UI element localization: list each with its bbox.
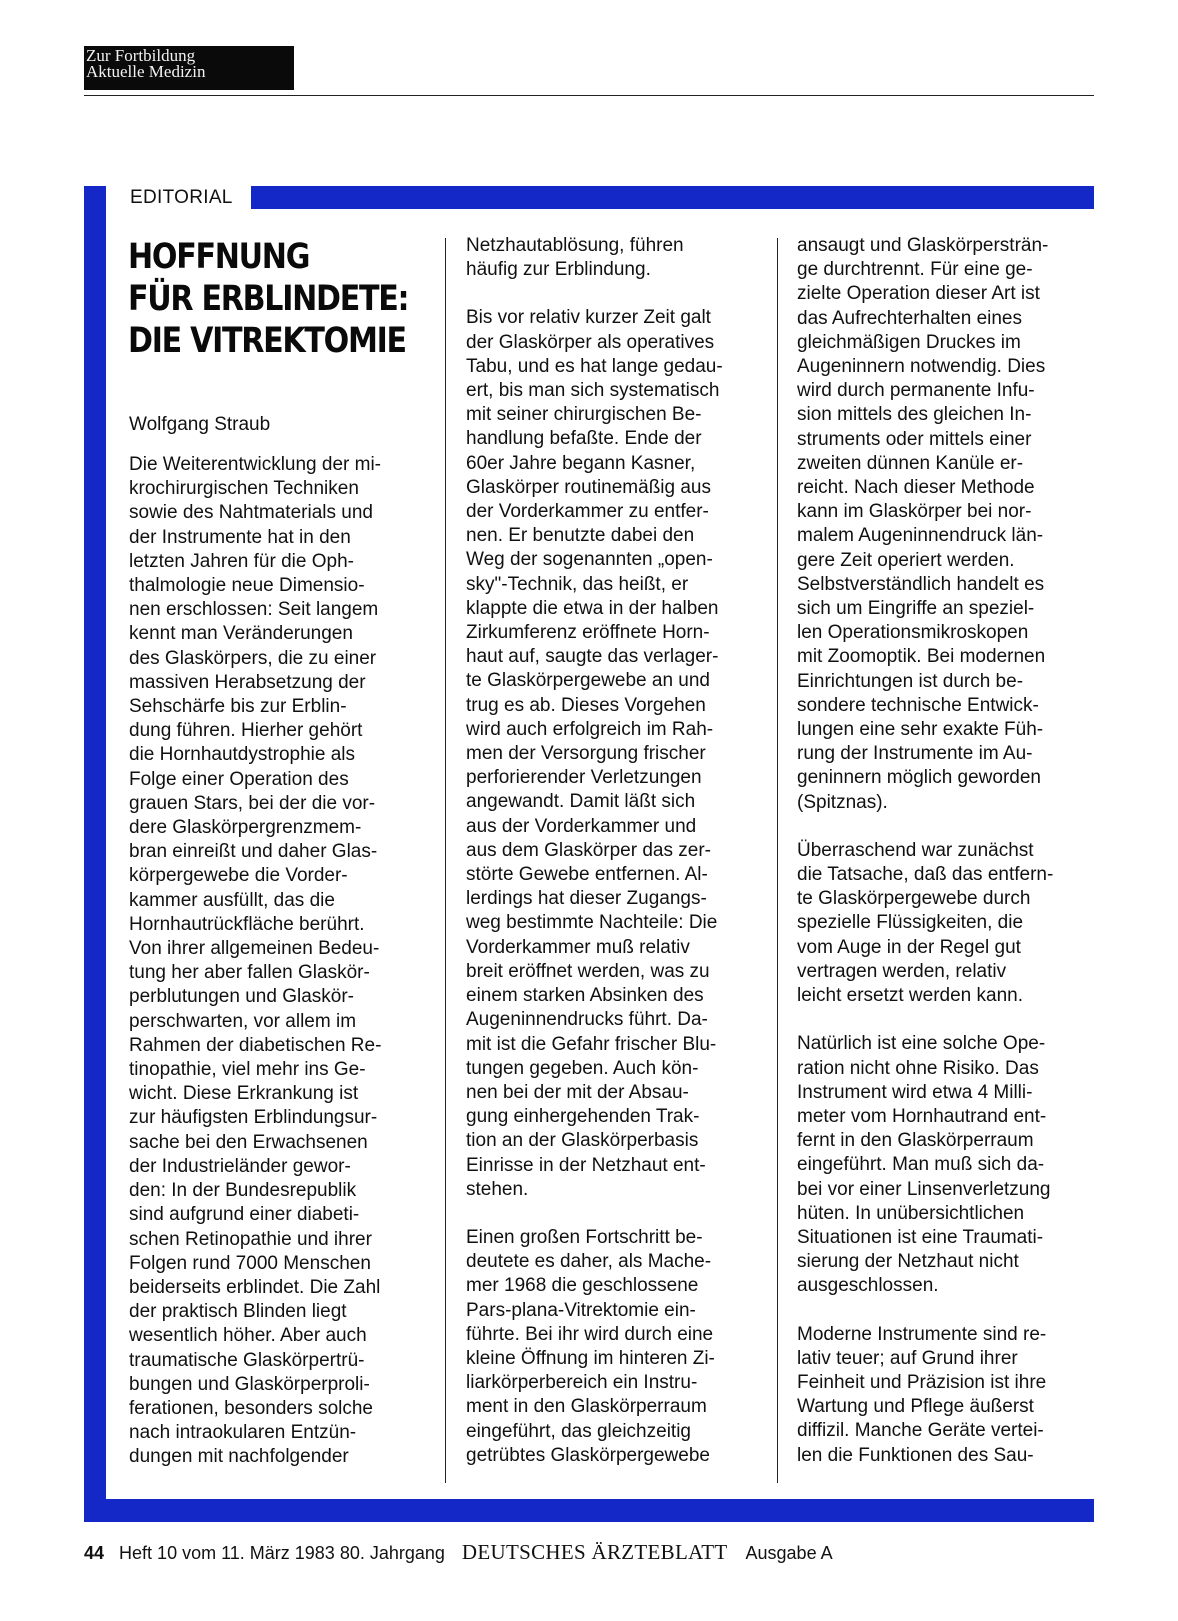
text-line: Von ihrer allgemeinen Bedeu-: [129, 938, 380, 960]
text-line: gleichmäßigen Druckes im: [797, 331, 1021, 353]
text-line: das Aufrechterhalten eines: [797, 307, 1022, 329]
text-line: schen Retinopathie und ihrer: [129, 1228, 372, 1250]
text-line: Augeninnendrucks führt. Da-: [466, 1009, 708, 1031]
text-column-2: [466, 234, 766, 1468]
text-line: Hornhautrückfläche berührt.: [129, 913, 365, 935]
text-line: klappte die etwa in der halben: [466, 597, 719, 619]
text-line: sierung der Netzhaut nicht: [797, 1251, 1019, 1273]
text-line: hüten. In unübersichtlichen: [797, 1202, 1025, 1224]
text-line: die Hornhautdystrophie als: [129, 744, 356, 766]
section-header-label: [84, 46, 294, 90]
text-line: wicht. Diese Erkrankung ist: [129, 1083, 359, 1105]
text-line: getrübtes Glaskörpergewebe: [466, 1444, 710, 1466]
text-line: der praktisch Blinden liegt: [129, 1301, 347, 1323]
blue-frame-top: [251, 186, 1094, 209]
text-line: ansaugt und Glaskörpersträn-: [797, 235, 1049, 256]
text-line: nen. Er benutzte dabei den: [466, 525, 695, 547]
text-line: Die Weiterentwicklung der mi-: [129, 454, 382, 475]
text-line: Moderne Instrumente sind re-: [797, 1323, 1047, 1345]
text-line: störte Gewebe entfernen. Al-: [466, 864, 708, 886]
text-line: Tabu, und es hat lange gedau-: [466, 355, 723, 377]
text-line: tungen gegeben. Auch kön-: [466, 1057, 699, 1079]
text-line: massiven Herabsetzung der: [129, 671, 366, 693]
title-line-1: HOFFNUNG: [128, 237, 310, 277]
article-author: Wolfgang Straub: [129, 414, 271, 435]
text-line: Feinheit und Präzision ist ihre: [797, 1371, 1047, 1393]
text-line: haut auf, saugte das verlager-: [466, 646, 719, 668]
paragraph-gap: [466, 1202, 766, 1226]
header-line-fortbildung: Zur Fortbildung: [86, 46, 196, 65]
text-line: sowie des Nahtmaterials und: [129, 502, 373, 524]
text-line: nach intraokularen Entzün-: [129, 1422, 357, 1444]
text-line: mit Zoomoptik. Bei modernen: [797, 646, 1046, 668]
column-divider-2: [777, 238, 778, 1483]
text-line: perblutungen und Glaskör-: [129, 986, 354, 1008]
text-line: Folge einer Operation des: [129, 768, 349, 790]
text-line: Bis vor relativ kurzer Zeit galt: [466, 307, 711, 329]
text-line: (Spitznas).: [797, 791, 888, 813]
edition-label: Ausgabe A: [745, 1543, 833, 1563]
paragraph: [466, 306, 766, 1202]
paragraph: [797, 839, 1097, 1008]
text-line: men der Versorgung frischer: [466, 743, 706, 765]
journal-name: DEUTSCHES ÄRZTEBLATT: [461, 1540, 728, 1564]
text-line: tinopathie, viel mehr ins Ge-: [129, 1059, 366, 1081]
text-line: len die Funktionen des Sau-: [797, 1444, 1034, 1466]
text-line: mer 1968 die geschlossene: [466, 1275, 699, 1297]
text-line: zielte Operation dieser Art ist: [797, 283, 1040, 305]
text-line: der Vorderkammer zu entfer-: [466, 501, 709, 523]
text-line: Zirkumferenz eröffnete Horn-: [466, 622, 710, 644]
text-line: kammer ausfüllt, das die: [129, 889, 335, 911]
text-line: dere Glaskörpergrenzmem-: [129, 817, 362, 839]
header-line-medizin: Aktuelle Medizin: [86, 62, 206, 81]
text-line: bei vor einer Linsenverletzung: [797, 1178, 1051, 1200]
text-line: ausgeschlossen.: [797, 1275, 939, 1297]
text-line: aus der Vorderkammer und: [466, 815, 697, 837]
text-line: handlung befaßte. Ende der: [466, 428, 702, 450]
blue-frame-left: [84, 186, 106, 1522]
text-line: fernt in den Glaskörperraum: [797, 1130, 1034, 1152]
text-line: leicht ersetzt werden kann.: [797, 985, 1024, 1007]
text-line: aus dem Glaskörper das zer-: [466, 839, 711, 861]
text-line: eingeführt, das gleichzeitig: [466, 1420, 691, 1442]
text-line: führte. Bei ihr wird durch eine: [466, 1323, 714, 1345]
text-line: gung einhergehenden Trak-: [466, 1106, 700, 1128]
paragraph-gap: [466, 282, 766, 306]
text-line: wird durch permanente Infu-: [797, 380, 1035, 402]
text-line: den: In der Bundesrepublik: [129, 1180, 357, 1202]
text-line: vertragen werden, relativ: [797, 960, 1007, 982]
text-line: Selbstverständlich handelt es: [797, 573, 1045, 595]
text-line: spezielle Flüssigkeiten, die: [797, 912, 1024, 934]
text-line: thalmologie neue Dimensio-: [129, 575, 365, 597]
text-line: te Glaskörpergewebe an und: [466, 670, 710, 692]
text-line: des Glaskörpers, die zu einer: [129, 647, 377, 669]
text-line: Weg der sogenannten „open-: [466, 549, 713, 571]
text-line: 60er Jahre begann Kasner,: [466, 452, 696, 474]
text-line: geninnern möglich geworden: [797, 767, 1041, 789]
text-line: traumatische Glaskörpertrü-: [129, 1349, 365, 1371]
text-line: Sehschärfe bis zur Erblin-: [129, 696, 347, 718]
text-line: dungen mit nachfolgender: [129, 1446, 349, 1468]
text-line: grauen Stars, bei der die vor-: [129, 792, 376, 814]
text-line: diffizil. Manche Geräte vertei-: [797, 1420, 1044, 1442]
text-line: len Operationsmikroskopen: [797, 622, 1029, 644]
text-line: nen erschlossen: Seit langem: [129, 599, 379, 621]
text-line: sion mittels des gleichen In-: [797, 404, 1032, 426]
text-line: mit ist die Gefahr frischer Blu-: [466, 1033, 717, 1055]
text-line: lerdings hat dieser Zugangs-: [466, 888, 707, 910]
text-line: tung her aber fallen Glaskör-: [129, 962, 370, 984]
text-line: Pars-plana-Vitrektomie ein-: [466, 1299, 696, 1321]
text-line: Netzhautablösung, führen: [466, 235, 684, 256]
text-line: Natürlich ist eine solche Ope-: [797, 1033, 1046, 1055]
text-line: eingeführt. Man muß sich da-: [797, 1154, 1045, 1176]
text-line: lungen eine sehr exakte Füh-: [797, 719, 1044, 741]
text-line: ment in den Glaskörperraum: [466, 1396, 707, 1418]
paragraph: [797, 1032, 1097, 1298]
text-line: Einen großen Fortschritt be-: [466, 1226, 703, 1248]
text-line: kleine Öffnung im hinteren Zi-: [466, 1347, 715, 1369]
text-line: krochirurgischen Techniken: [129, 478, 359, 500]
paragraph-gap: [797, 1299, 1097, 1323]
paragraph: [466, 234, 766, 282]
paragraph: [466, 1226, 766, 1468]
text-line: Folgen rund 7000 Menschen: [129, 1252, 371, 1274]
text-line: Augeninnern notwendig. Dies: [797, 356, 1046, 378]
text-line: Überraschend war zunächst: [797, 839, 1034, 861]
text-line: die Tatsache, daß das entfern-: [797, 864, 1054, 886]
text-line: ge durchtrennt. Für eine ge-: [797, 259, 1033, 281]
text-column-3: [797, 234, 1097, 1468]
text-line: struments oder mittels einer: [797, 428, 1032, 450]
text-line: einem starken Absinken des: [466, 985, 704, 1007]
text-line: lativ teuer; auf Grund ihrer: [797, 1347, 1018, 1369]
text-line: kennt man Veränderungen: [129, 623, 353, 645]
text-line: meter vom Hornhautrand ent-: [797, 1105, 1047, 1127]
column-divider-1: [445, 238, 446, 1483]
blue-frame-bottom: [84, 1499, 1094, 1522]
text-line: ration nicht ohne Risiko. Das: [797, 1057, 1039, 1079]
page-number: 44: [84, 1543, 105, 1563]
text-line: ferationen, besonders solche: [129, 1397, 373, 1419]
text-line: deutete es daher, als Mache-: [466, 1251, 712, 1273]
text-line: bungen und Glaskörperproli-: [129, 1373, 370, 1395]
text-line: sky"-Technik, das heißt, er: [466, 573, 689, 595]
text-line: sich um Eingriffe an speziel-: [797, 598, 1035, 620]
paragraph: [797, 1323, 1097, 1468]
header-rule: [84, 95, 1094, 96]
text-line: stehen.: [466, 1178, 529, 1200]
text-line: malem Augeninnendruck län-: [797, 525, 1044, 547]
text-line: trug es ab. Dieses Vorgehen: [466, 694, 706, 716]
text-line: liarkörperbereich ein Instru-: [466, 1372, 698, 1394]
page-footer: [84, 1541, 833, 1564]
text-line: Instrument wird etwa 4 Milli-: [797, 1081, 1033, 1103]
text-line: te Glaskörpergewebe durch: [797, 888, 1031, 910]
text-line: zweiten dünnen Kanüle er-: [797, 452, 1024, 474]
text-line: sind aufgrund einer diabeti-: [129, 1204, 360, 1226]
text-line: Einrisse in der Netzhaut ent-: [466, 1154, 706, 1176]
title-line-3: DIE VITREKTOMIE: [128, 321, 406, 361]
text-line: reicht. Nach dieser Methode: [797, 477, 1035, 499]
text-line: häufig zur Erblindung.: [466, 259, 651, 281]
text-line: sache bei den Erwachsenen: [129, 1131, 368, 1153]
text-column-1: [129, 453, 429, 1470]
text-line: beiderseits erblindet. Die Zahl: [129, 1276, 381, 1298]
text-line: Rahmen der diabetischen Re-: [129, 1034, 382, 1056]
text-line: Situationen ist eine Traumati-: [797, 1226, 1044, 1248]
paragraph: [129, 453, 429, 1470]
text-line: gere Zeit operiert werden.: [797, 549, 1015, 571]
text-line: ert, bis man sich systematisch: [466, 380, 720, 402]
issue-info: Heft 10 vom 11. März 1983 80. Jahrgang: [119, 1543, 445, 1563]
text-line: tion an der Glaskörperbasis: [466, 1130, 699, 1152]
text-line: vom Auge in der Regel gut: [797, 936, 1021, 958]
text-line: nen bei der mit der Absau-: [466, 1081, 689, 1103]
text-line: der Industrieländer gewor-: [129, 1155, 351, 1177]
text-line: körpergewebe die Vorder-: [129, 865, 348, 887]
paragraph-gap: [797, 1008, 1097, 1032]
editorial-label: EDITORIAL: [130, 187, 233, 208]
text-line: Vorderkammer muß relativ: [466, 936, 690, 958]
text-line: bran einreißt und daher Glas-: [129, 841, 378, 863]
text-line: weg bestimmte Nachteile: Die: [466, 912, 718, 934]
text-line: Wartung und Pflege äußerst: [797, 1396, 1034, 1418]
paragraph: [797, 234, 1097, 815]
paragraph-gap: [797, 815, 1097, 839]
text-line: der Instrumente hat in den: [129, 526, 351, 548]
text-line: kann im Glaskörper bei nor-: [797, 501, 1032, 523]
text-line: perschwarten, vor allem im: [129, 1010, 357, 1032]
text-line: wird auch erfolgreich im Rah-: [466, 718, 714, 740]
text-line: mit seiner chirurgischen Be-: [466, 404, 702, 426]
text-line: der Glaskörper als operatives: [466, 331, 715, 353]
text-line: rung der Instrumente im Au-: [797, 743, 1033, 765]
text-line: wesentlich höher. Aber auch: [129, 1325, 367, 1347]
text-line: letzten Jahren für die Oph-: [129, 550, 354, 572]
text-line: Einrichtungen ist durch be-: [797, 670, 1024, 692]
text-line: angewandt. Damit läßt sich: [466, 791, 696, 813]
text-line: zur häufigsten Erblindungsur-: [129, 1107, 378, 1129]
text-line: sondere technische Entwick-: [797, 694, 1039, 716]
text-line: Glaskörper routinemäßig aus: [466, 476, 711, 498]
text-line: breit eröffnet werden, was zu: [466, 960, 710, 982]
title-line-2: FÜR ERBLINDETE:: [128, 279, 409, 319]
text-line: dung führen. Hierher gehört: [129, 720, 363, 742]
article-title: [128, 236, 409, 362]
text-line: perforierender Verletzungen: [466, 767, 702, 789]
